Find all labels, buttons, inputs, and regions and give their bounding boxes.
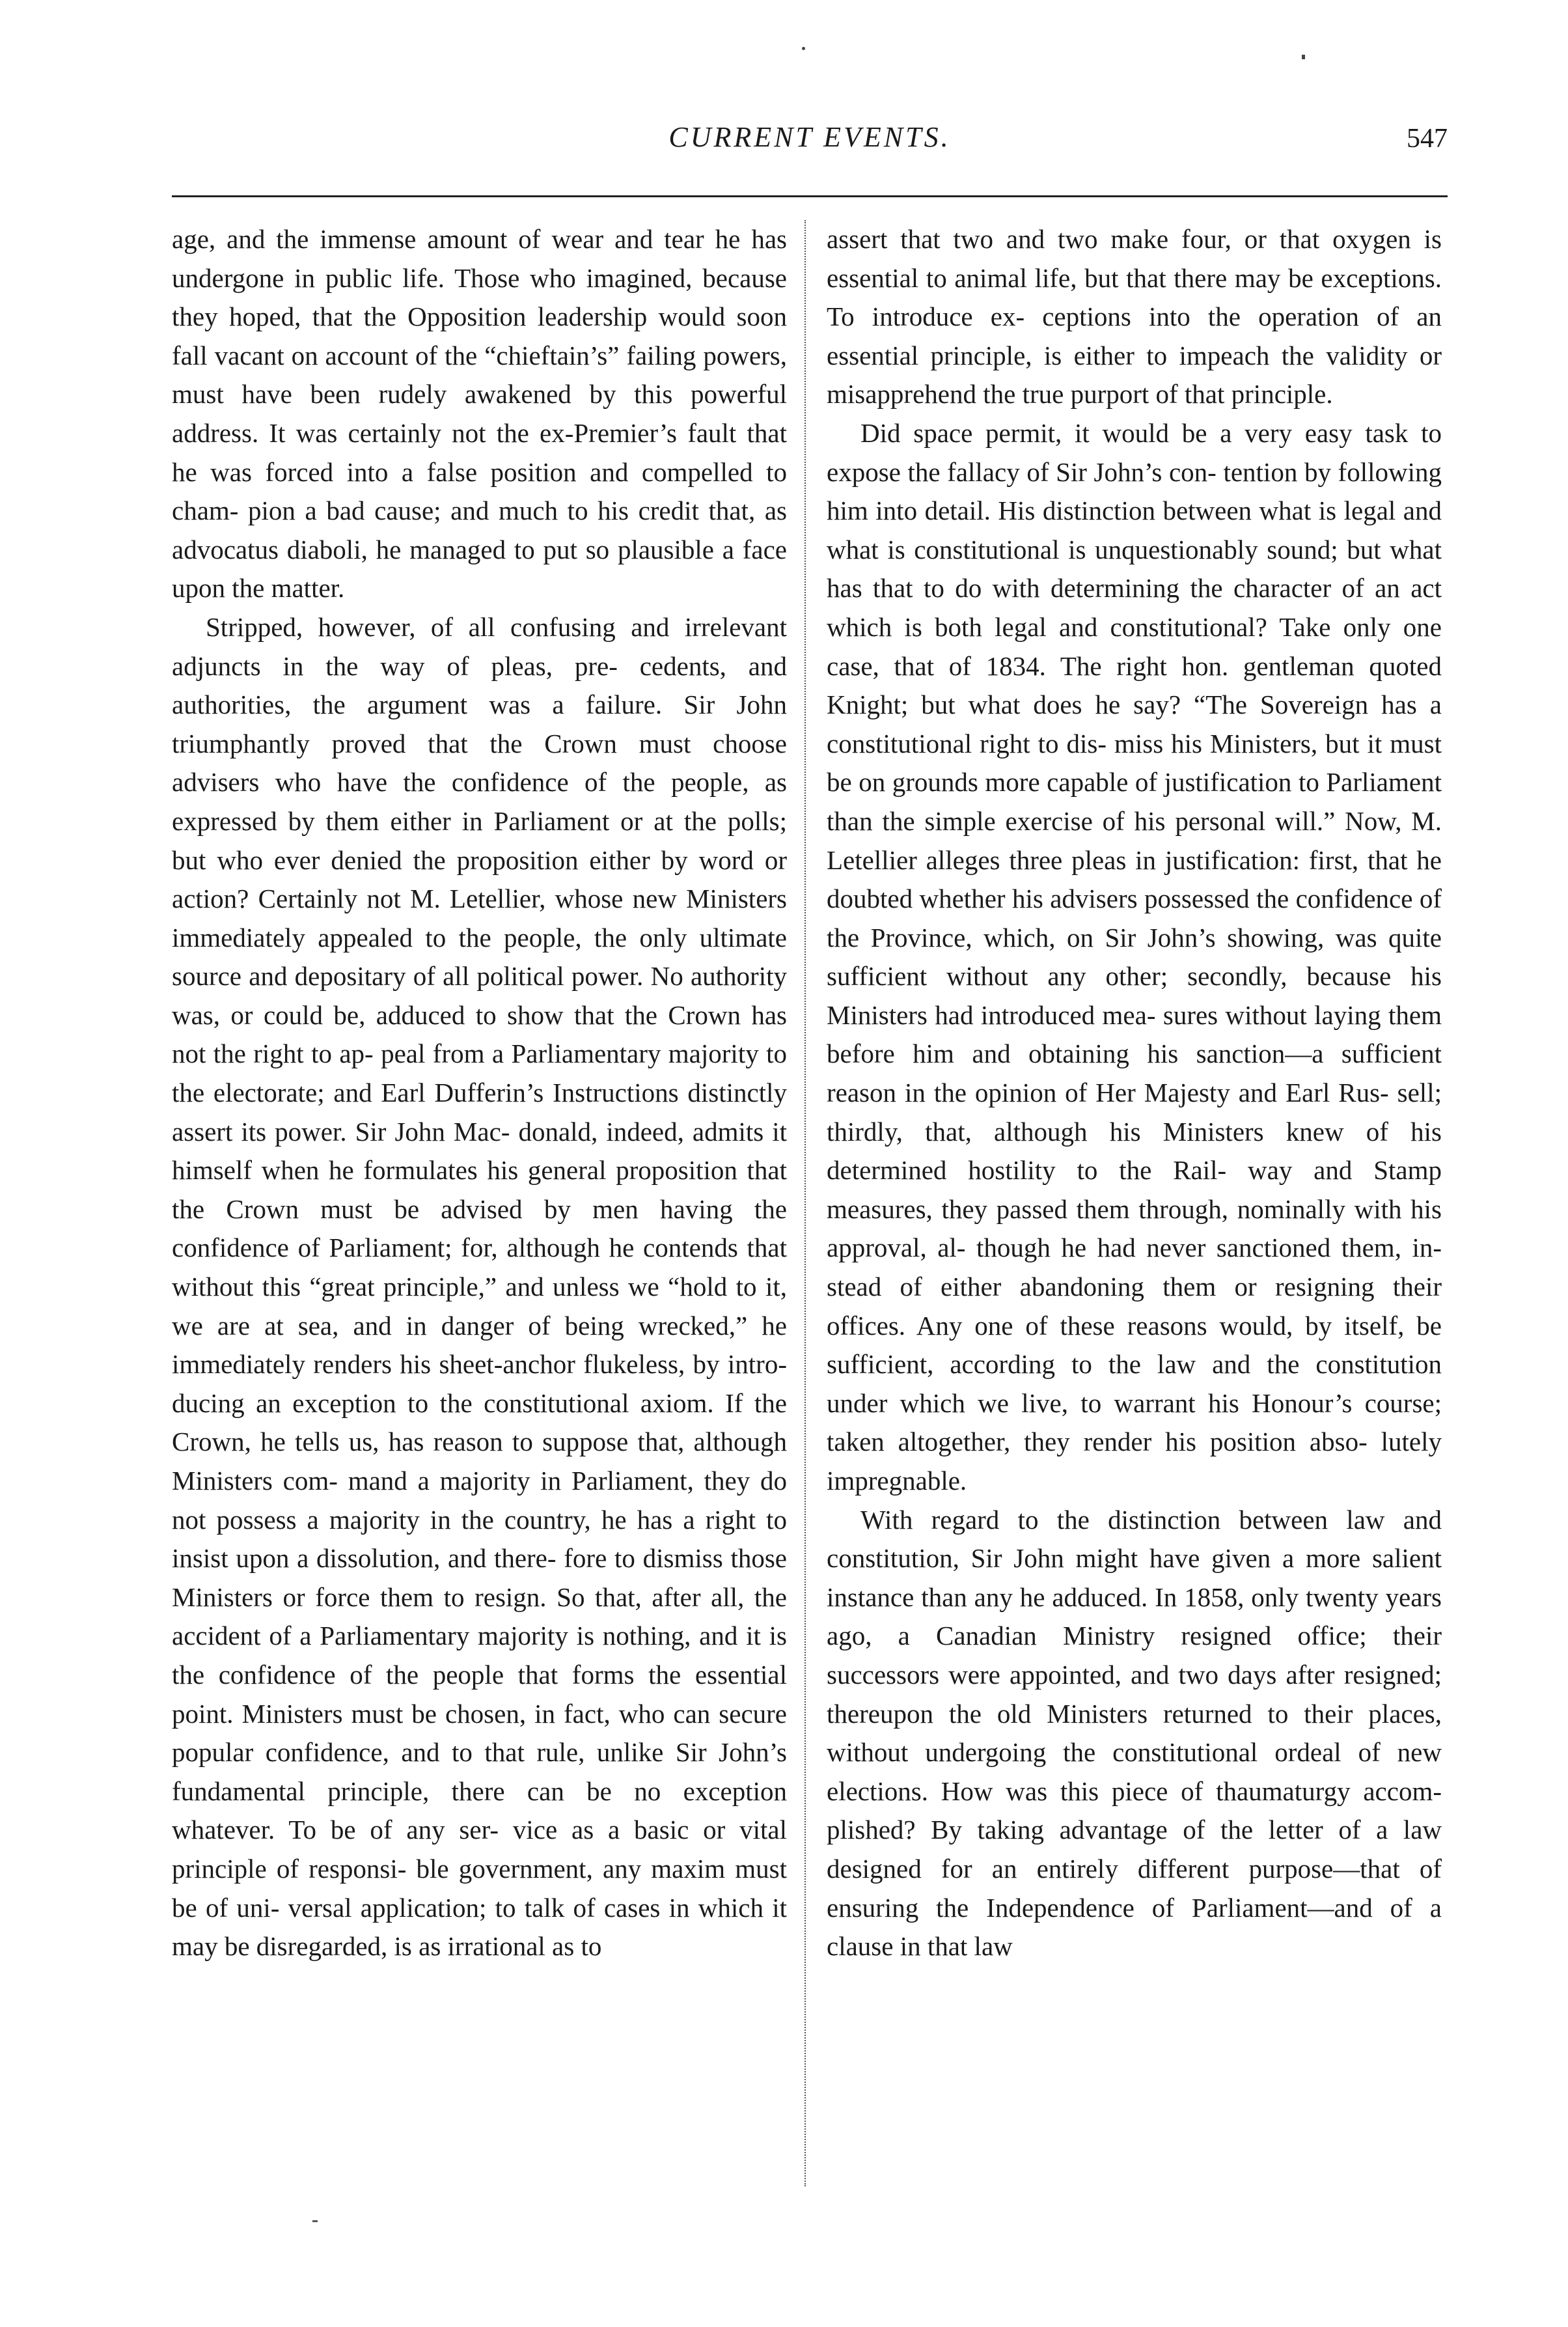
right-paragraph-3: With regard to the distinction between law and constitution, Sir John might have given a more salient instance than any he adduced. In 1858, only twenty years ago, a Canadian Ministry resigned office; their successors were appointed, and two days after resigned; thereupon the old Ministers returned to their places, without undergoing the constitutional ordeal of new elections. How was this piece of thaumaturgy accom- plished? By taking advantage of the letter of a law designed for an entirely different purpose—that of ensuring the Independence of Parliament—and of a clause in that law [827,1504,1442,1962]
page-number: 547 [1407,124,1448,154]
scan-speck [1302,55,1305,59]
column-divider [805,220,806,2186]
header-rule [172,195,1448,197]
right-paragraph-1: assert that two and two make four, or that oxygen is essential to animal life, but that there may be exceptions. To introduce ex- ceptions into the operation of an essential principle, is either to impeach the validity or misapprehend the true purport of that principle. [827,224,1442,410]
right-column [827,220,1442,2186]
text-columns [172,220,1448,2186]
right-paragraph-2: Did space permit, it would be a very easy task to expose the fallacy of Sir John’s con- tention by following him into detail. His distinction between what is legal and what is constitutional is unquestionably sound; but what has that to do with determining the character of an act which is both legal and constitutional? Take only one case, that of 1834. The right hon. gentleman quoted Knight; but what does he say? “The Sovereign has a constitutional right to dis- miss his Ministers, but it must be on grounds more capable of justification to Parliament than the simple exercise of his personal will.” Now, M. Letellier alleges three pleas in justification: first, that he doubted whether his advisers possessed the confidence of the Province, which, on Sir John’s showing, was quite sufficient without any other; secondly, because his Ministers had introduced mea- sures without laying them before him and obtaining his sanction—a sufficient reason in the opinion of Her Majesty and Earl Rus- sell; thirdly, that, although his Ministers knew of his determined hostility to the Rail- way and Stamp measures, they passed them through, nominally with his approval, al- though he had never sanctioned them, in- stead of either abandoning them or resigning their offices. Any one of these reasons would, by itself, be sufficient, according to the law and the constitution under which we live, to warrant his Honour’s course; taken altogether, they render his position abso- lutely impregnable. [827,417,1442,1496]
scan-speck [802,47,805,50]
left-paragraph-1: age, and the immense amount of wear and tear he has undergone in public life. Those who imagined, because they hoped, that the Opposition leadership would soon fall vacant on account of the “chieftain’s” failing powers, must have been rudely awakened by this powerful address. It was certainly not the ex-Premier’s fault that he was forced into a false position and compelled to cham- pion a bad cause; and much to his credit that, as advocatus diaboli, he managed to put so plausible a face upon the matter. [172,224,787,604]
running-head [172,120,1448,173]
footer-mark [312,2220,318,2222]
left-column [172,220,787,2186]
left-paragraph-2: Stripped, however, of all confusing and irrelevant adjuncts in the way of pleas, pre- cedents, and authorities, the argument was a failure. Sir John triumphantly proved that the Crown must choose advisers who have the confidence of the people, as expressed by them either in Parliament or at the polls; but who ever denied the proposition either by word or action? Certainly not M. Letellier, whose new Ministers immediately appealed to the people, the only ultimate source and depositary of all political power. No authority was, or could be, adduced to show that the Crown has not the right to ap- peal from a Parliamentary majority to the electorate; and Earl Dufferin’s Instructions distinctly assert its power. Sir John Mac- donald, indeed, admits it himself when he formulates his general proposition that the Crown must be advised by men having the confidence of Parliament; for, although he contends that without this “great principle,” and unless we “hold to it, we are at sea, and in danger of being wrecked,” he immediately renders his sheet-anchor flukeless, by intro- ducing an exception to the constitutional axiom. If the Crown, he tells us, has reason to suppose that, although Ministers com- mand a majority in Parliament, they do not possess a majority in the country, he has a right to insist upon a dissolution, and there- fore to dismiss those Ministers or force them to resign. So that, after all, the accident of a Parliamentary majority is nothing, and it is the confidence of the people that forms the essential point. Ministers must be chosen, in fact, who can secure popular confidence, and to that rule, unlike Sir John’s fundamental principle, there can be no exception whatever. To be of any ser- vice as a basic or vital principle of responsi- ble government, any maxim must be of uni- versal application; to talk of cases in which it may be disregarded, is as irrational as to [172,611,787,1962]
running-title: CURRENT EVENTS. [668,121,951,153]
